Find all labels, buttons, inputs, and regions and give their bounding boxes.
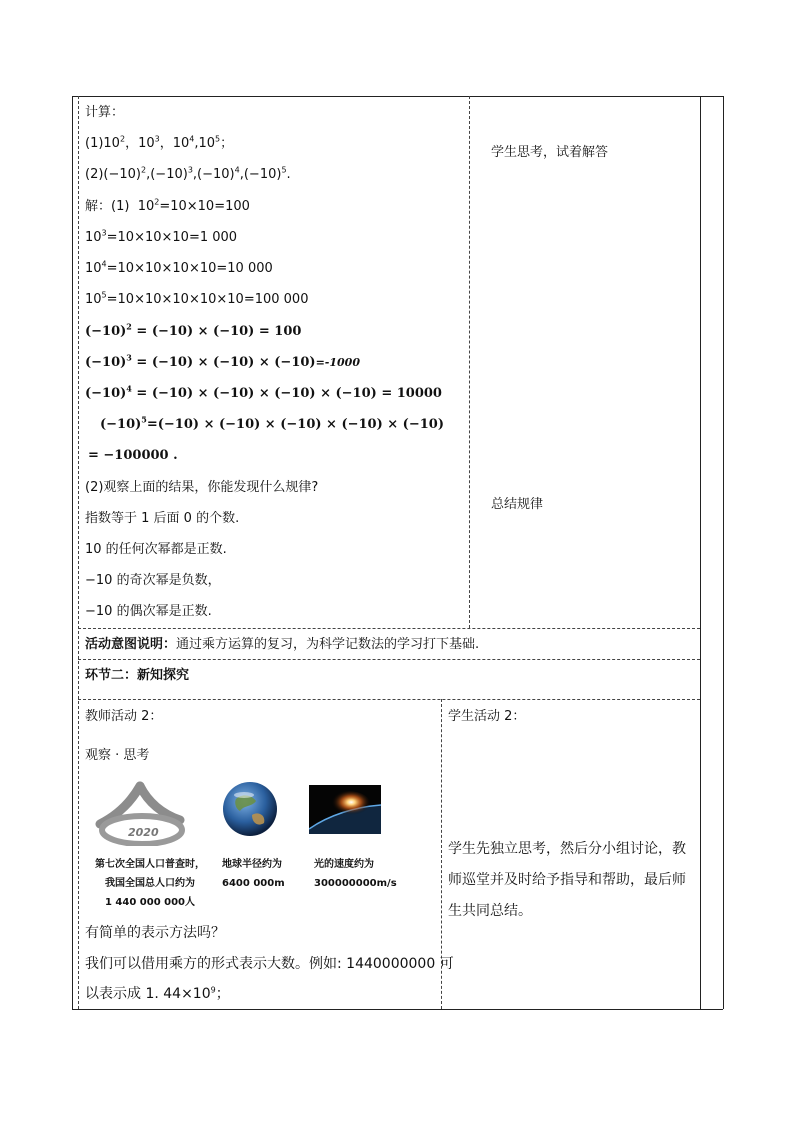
student-activity-line-1: 学生先独立思考，然后分小组讨论，教 xyxy=(448,841,686,857)
census-caption-line-2: 我国全国总人口约为 xyxy=(105,878,195,889)
census-caption-line-3: 1 440 000 000人 xyxy=(104,897,196,908)
summarize-text: 总结规律 xyxy=(491,497,544,512)
solution-line-3: $10^4=10\times 10\times 10\times 10=10$ 000 xyxy=(85,259,273,276)
question-2: $(2)(-10)^2,(-10)^3,(-10)^4,(-10)^5$. xyxy=(85,165,291,182)
rule-4: −10 的偶次幂是正数. xyxy=(85,604,212,619)
table-inner-right-border xyxy=(700,96,701,1009)
negative-line-2: $(-10)^3 = (-10) \times (-10) \times (-10)=-1000$ xyxy=(85,352,360,370)
negative-line-3: $(-10)^4 = (-10) \times (-10) \times (-10) \times (-10) = 10000$ xyxy=(85,383,442,401)
table-left-inner-border xyxy=(78,96,79,1009)
census-logo-icon xyxy=(92,780,188,846)
activity-intent: 活动意图说明：通过乘方运算的复习，为科学记数法的学习打下基础. xyxy=(85,637,480,652)
census-logo-text: 2020 xyxy=(128,826,159,839)
census-caption-line-1: 第七次全国人口普查时， xyxy=(95,859,205,870)
rule-3: −10 的奇次幂是负数， xyxy=(85,573,221,588)
light-speed-image xyxy=(309,785,381,834)
solution-line-1: 解：(1) $10^2=10\times 10=100$ xyxy=(85,197,250,214)
earth-image xyxy=(222,781,278,837)
solution-line-2: $10^3=10\times 10\times 10=1$ 000 xyxy=(85,228,238,245)
row-divider-activity-top xyxy=(78,699,700,700)
earth-caption-line-1: 地球半径约为 xyxy=(222,859,282,870)
light-caption-line-2: 300000000m/s xyxy=(314,878,397,889)
table-top-border xyxy=(72,96,723,97)
example-line-2: 以表示成 1. $44\times 10^9$； xyxy=(85,985,230,1002)
student-activity-line-3: 生共同总结。 xyxy=(448,903,532,919)
solution-line-4: $10^5=10\times 10\times 10\times 10\times 10=100$ 000 xyxy=(85,290,309,307)
rule-1: 指数等于 1 后面 0 的个数. xyxy=(85,511,240,526)
student-think-text: 学生思考，试着解答 xyxy=(491,145,609,160)
observe-think-label: 观察 · 思考 xyxy=(85,748,150,763)
section-2-title: 环节二：新知探究 xyxy=(85,668,190,683)
row-divider-intent-top xyxy=(78,628,700,629)
table-left-border xyxy=(72,96,73,1009)
teacher-activity-title: 教师活动 2： xyxy=(85,709,163,724)
student-activity-line-2: 师巡堂并及时给予指导和帮助，最后师 xyxy=(448,872,686,888)
simple-representation-question: 有简单的表示方法吗？ xyxy=(85,925,225,941)
earth-caption-line-2: 6400 000m xyxy=(222,878,285,889)
question-1: $(1)10^2$，$10^3$，$10^4,10^5$； xyxy=(85,134,234,151)
table-bottom-border xyxy=(72,1009,723,1010)
negative-line-4: $(-10)^5=(-10) \times (-10) \times (-10) \times (-10) \times (-10)$ xyxy=(100,414,444,432)
rule-2: 10 的任何次幂都是正数. xyxy=(85,542,227,557)
negative-line-1: $(-10)^2 = (-10) \times (-10) = 100$ xyxy=(85,321,302,339)
calc-title: 计算： xyxy=(85,105,125,120)
example-line-1: 我们可以借用乘方的形式表示大数。例如: 1440000000 可 xyxy=(85,956,454,972)
student-activity-title: 学生活动 2： xyxy=(448,709,526,724)
table-right-border xyxy=(723,96,724,1009)
negative-line-4-continued: = −100000 . xyxy=(88,448,178,463)
row-divider-section-top xyxy=(78,659,700,660)
question-3: (2)观察上面的结果，你能发现什么规律? xyxy=(85,480,319,495)
light-caption-line-1: 光的速度约为 xyxy=(314,859,374,870)
column-divider-top xyxy=(469,96,470,628)
